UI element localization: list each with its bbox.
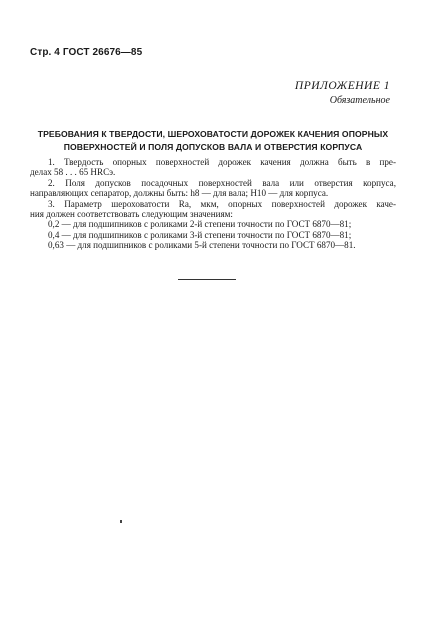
section-title-line-1: ТРЕБОВАНИЯ К ТВЕРДОСТИ, ШЕРОХОВАТОСТИ ДОРОЖЕК КАЧЕНИЯ ОПОРНЫХ xyxy=(37,129,389,139)
paragraph-1-line-1: 1. Твердость опорных поверхностей дорожек качения должна быть в пре- xyxy=(48,157,396,167)
roughness-values xyxy=(30,219,396,250)
paragraph-2-line-1: 2. Поля допусков посадочных поверхностей вала или отверстия корпуса, xyxy=(48,177,396,188)
paragraph-1 xyxy=(30,157,396,178)
appendix-block xyxy=(295,80,390,106)
paragraph-3-line-1: 3. Параметр шероховатости Ra, мкм, опорных поверхностей дорожек каче- xyxy=(48,198,396,209)
paragraph-1-line-2: делах 58 . . . 65 HRCэ. xyxy=(30,167,116,178)
scan-speck xyxy=(120,520,122,523)
page-header: Стр. 4 ГОСТ 26676—85 xyxy=(30,47,143,58)
roughness-value-1: 0,2 — для подшипников с роликами 2-й степени точности по ГОСТ 6870—81; xyxy=(48,219,352,230)
section-title xyxy=(30,128,396,154)
paragraph-3 xyxy=(30,199,396,220)
paragraph-2-line-2: направляющих сепаратор, должны быть: h8 — для вала; H10 — для корпуса. xyxy=(30,188,329,199)
paragraph-3-line-2: ния должен соответствовать следующим значениям: xyxy=(30,209,233,220)
paragraph-2 xyxy=(30,178,396,199)
section-title-line-2: ПОВЕРХНОСТЕЙ И ПОЛЯ ДОПУСКОВ ВАЛА И ОТВЕРСТИЯ КОРПУСА xyxy=(63,142,363,152)
document-body xyxy=(30,157,396,251)
roughness-value-3: 0,63 — для подшипников с роликами 5-й степени точности по ГОСТ 6870—81. xyxy=(48,240,356,251)
appendix-title: ПРИЛОЖЕНИЕ 1 xyxy=(294,80,390,92)
appendix-status: Обязательное xyxy=(329,95,390,106)
end-rule xyxy=(178,279,236,280)
roughness-value-2: 0,4 — для подшипников с роликами 3-й степени точности по ГОСТ 6870—81; xyxy=(48,229,352,240)
